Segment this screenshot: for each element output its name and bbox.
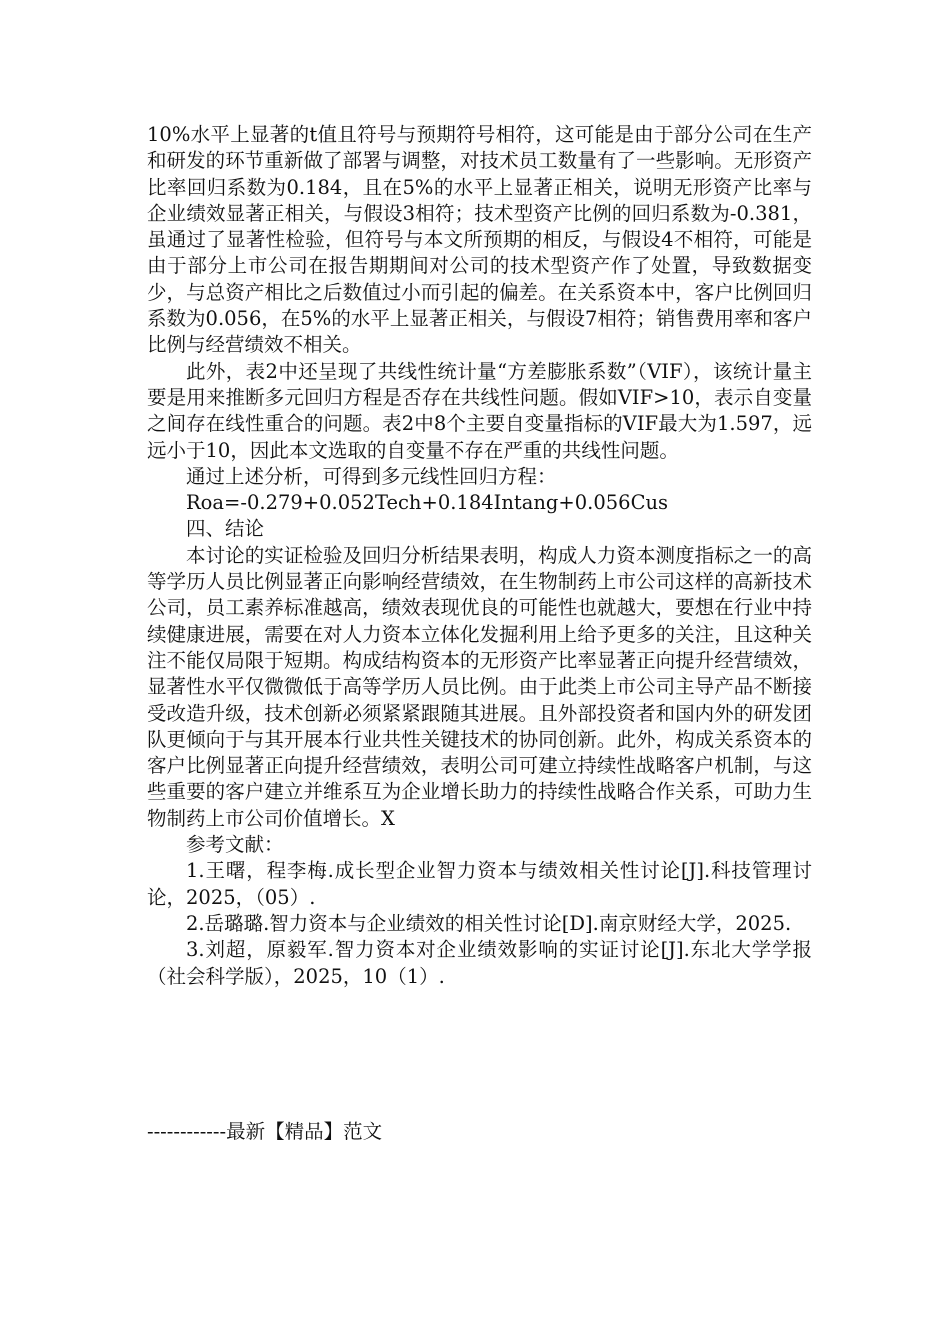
references-heading: 参考文献： xyxy=(186,833,284,857)
page-footer: ------------最新【精品】范文 xyxy=(147,1120,383,1143)
paragraph-regression-results: 10%水平上显著的t值且符号与预期符号相符，这可能是由于部分公司在生产和研发的环节重新做了部署与调整，对技术员工数量有了一些影响。无形资产比率回归系数为0.184，且在5%的水平上显著正相关，说明无形资产比率与企业绩效显著正相关，与假设3相符；技术型资产比例的回归系数为-0.381，虽通过了显著性检验，但符号与本文所预期的相反，与假设4不相符，可能是由于部分上市公司在报告期期间对公司的技术型资产作了处置，导致数据变少，与总资产相比之后数值过小而引起的偏差。在关系资本中，客户比例回归系数为0.056，在5%的水平上显著正相关，与假设7相符；销售费用率和客户比例与经营绩效不相关。 xyxy=(147,123,812,357)
paragraph-vif: 此外，表2中还呈现了共线性统计量“方差膨胀系数”（VIF），该统计量主要是用来推断多元回归方程是否存在共线性问题。假如VIF>10，表示自变量之间存在线性重合的问题。表2中8个主要自变量指标的VIF最大为1.597，远远小于10，因此本文选取的自变量不存在严重的共线性问题。 xyxy=(147,359,812,462)
paragraph-equation-intro: 通过上述分析，可得到多元线性回归方程： xyxy=(186,464,557,488)
paragraph-conclusion: 本讨论的实证检验及回归分析结果表明，构成人力资本测度指标之一的高等学历人员比例显著正向影响经营绩效，在生物制药上市公司这样的高新技术公司，员工素养标准越高，绩效表现优良的可能性也就越大，要想在行业中持续健康进展，需要在对人力资本立体化发掘利用上给予更多的关注，且这种关注不能仅局限于短期。构成结构资本的无形资产比率显著正向提升经营绩效，显著性水平仅微微低于高等学历人员比例。由于此类上市公司主导产品不断接受改造升级，技术创新必须紧紧跟随其进展。且外部投资者和国内外的研发团队更倾向于与其开展本行业共性关键技术的协同创新。此外，构成关系资本的客户比例显著正向提升经营绩效，表明公司可建立持续性战略客户机制，与这些重要的客户建立并维系互为企业增长助力的持续性战略合作关系，可助力生物制药上市公司价值增长。X xyxy=(147,543,812,830)
reference-item-1: 1.王曙，程李梅.成长型企业智力资本与绩效相关性讨论[J].科技管理讨论，2025，（05）. xyxy=(147,859,812,909)
reference-item-3: 3.刘超，原毅军.智力资本对企业绩效影响的实证讨论[J].东北大学学报（社会科学版），2025，10（1）. xyxy=(147,938,812,988)
reference-item-2: 2.岳璐璐.智力资本与企业绩效的相关性讨论[D].南京财经大学，2025. xyxy=(186,911,792,935)
section-heading-conclusion: 四、结论 xyxy=(186,517,265,541)
regression-equation: Roa=-0.279+0.052Tech+0.184Intang+0.056Cus xyxy=(186,491,669,515)
document-body xyxy=(147,122,812,990)
